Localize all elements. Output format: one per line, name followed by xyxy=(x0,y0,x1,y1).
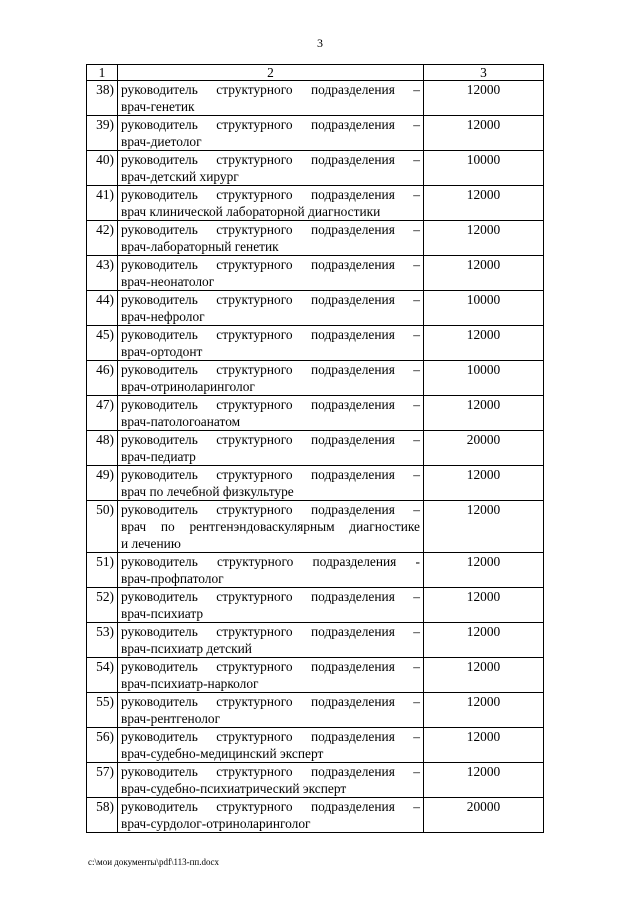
position-title-line: и лечению xyxy=(121,536,181,551)
table-row xyxy=(87,396,544,431)
row-number: 51) xyxy=(87,553,118,588)
table-row xyxy=(87,186,544,221)
position-title-line: руководитель структурного подразделения – xyxy=(121,187,420,202)
table-row xyxy=(87,501,544,553)
position-title xyxy=(118,431,424,466)
position-title-line: врач клинической лабораторной диагностики xyxy=(121,204,381,219)
table-row xyxy=(87,361,544,396)
position-title xyxy=(118,151,424,186)
row-number: 57) xyxy=(87,763,118,798)
row-number: 50) xyxy=(87,501,118,553)
row-number: 41) xyxy=(87,186,118,221)
row-number: 53) xyxy=(87,623,118,658)
position-title xyxy=(118,221,424,256)
amount-value: 12000 xyxy=(424,623,544,658)
position-title-line: руководитель структурного подразделения - xyxy=(121,554,420,569)
column-header-3: 3 xyxy=(424,65,544,81)
row-number: 58) xyxy=(87,798,118,833)
table-row xyxy=(87,798,544,833)
position-title-line: врач-психиатр детский xyxy=(121,641,252,656)
amount-value: 10000 xyxy=(424,291,544,326)
table-row xyxy=(87,728,544,763)
table-row xyxy=(87,466,544,501)
amount-value: 12000 xyxy=(424,81,544,116)
amount-value: 12000 xyxy=(424,256,544,291)
column-header-2: 2 xyxy=(118,65,424,81)
position-title-line: руководитель структурного подразделения – xyxy=(121,257,420,272)
table-row xyxy=(87,256,544,291)
position-title-line: врач по рентгенэндоваскулярным диагностике xyxy=(121,519,420,534)
position-title xyxy=(118,588,424,623)
row-number: 52) xyxy=(87,588,118,623)
row-number: 43) xyxy=(87,256,118,291)
position-title-line: руководитель структурного подразделения – xyxy=(121,362,420,377)
position-title-line: врач-отриноларинголог xyxy=(121,379,255,394)
row-number: 38) xyxy=(87,81,118,116)
row-number: 47) xyxy=(87,396,118,431)
amount-value: 20000 xyxy=(424,431,544,466)
position-title-line: врач-судебно-медицинский эксперт xyxy=(121,746,324,761)
position-title-line: врач-диетолог xyxy=(121,134,202,149)
position-title-line: врач-психиатр xyxy=(121,606,204,621)
footer-file-path: c:\мои документы\pdf\113-пп.docx xyxy=(88,857,219,867)
amount-value: 12000 xyxy=(424,588,544,623)
position-title-line: руководитель структурного подразделения – xyxy=(121,799,420,814)
row-number: 54) xyxy=(87,658,118,693)
table-row xyxy=(87,431,544,466)
position-title-line: врач-сурдолог-отриноларинголог xyxy=(121,816,311,831)
position-title-line: врач-неонатолог xyxy=(121,274,215,289)
column-header-1: 1 xyxy=(87,65,118,81)
amount-value: 12000 xyxy=(424,116,544,151)
position-title xyxy=(118,466,424,501)
amount-value: 10000 xyxy=(424,151,544,186)
amount-value: 12000 xyxy=(424,326,544,361)
position-title-line: врач-рентгенолог xyxy=(121,711,221,726)
table-row xyxy=(87,763,544,798)
position-title-line: руководитель структурного подразделения – xyxy=(121,222,420,237)
amount-value: 12000 xyxy=(424,501,544,553)
position-title xyxy=(118,326,424,361)
position-title xyxy=(118,396,424,431)
table-row xyxy=(87,151,544,186)
position-title xyxy=(118,256,424,291)
table-row xyxy=(87,658,544,693)
amount-value: 12000 xyxy=(424,466,544,501)
position-title-line: руководитель структурного подразделения – xyxy=(121,729,420,744)
amount-value: 12000 xyxy=(424,553,544,588)
position-title-line: руководитель структурного подразделения – xyxy=(121,659,420,674)
position-title xyxy=(118,553,424,588)
position-title-line: руководитель структурного подразделения – xyxy=(121,397,420,412)
amount-value: 12000 xyxy=(424,693,544,728)
table-header-row xyxy=(87,65,544,81)
amount-value: 12000 xyxy=(424,763,544,798)
position-title xyxy=(118,81,424,116)
row-number: 49) xyxy=(87,466,118,501)
position-title-line: руководитель структурного подразделения – xyxy=(121,624,420,639)
position-title xyxy=(118,728,424,763)
position-title-line: руководитель структурного подразделения – xyxy=(121,152,420,167)
position-title-line: врач-генетик xyxy=(121,99,195,114)
amount-value: 12000 xyxy=(424,186,544,221)
row-number: 46) xyxy=(87,361,118,396)
amount-value: 12000 xyxy=(424,396,544,431)
position-title-line: руководитель структурного подразделения – xyxy=(121,327,420,342)
position-title xyxy=(118,116,424,151)
position-title-line: руководитель структурного подразделения – xyxy=(121,117,420,132)
position-title-line: врач-лабораторный генетик xyxy=(121,239,279,254)
position-title xyxy=(118,361,424,396)
table-body xyxy=(87,81,544,833)
position-title-line: врач-ортодонт xyxy=(121,344,203,359)
position-title-line: врач-патологоанатом xyxy=(121,414,241,429)
row-number: 56) xyxy=(87,728,118,763)
table-row xyxy=(87,693,544,728)
position-title xyxy=(118,658,424,693)
page-number: 3 xyxy=(317,36,323,50)
table-row xyxy=(87,588,544,623)
row-number: 48) xyxy=(87,431,118,466)
position-title-line: врач-нефролог xyxy=(121,309,205,324)
position-title xyxy=(118,763,424,798)
tariff-table xyxy=(86,64,544,833)
table-row xyxy=(87,553,544,588)
row-number: 40) xyxy=(87,151,118,186)
row-number: 44) xyxy=(87,291,118,326)
table-row xyxy=(87,81,544,116)
row-number: 45) xyxy=(87,326,118,361)
row-number: 42) xyxy=(87,221,118,256)
position-title-line: руководитель структурного подразделения – xyxy=(121,467,420,482)
position-title xyxy=(118,623,424,658)
row-number: 39) xyxy=(87,116,118,151)
row-number: 55) xyxy=(87,693,118,728)
position-title-line: руководитель структурного подразделения – xyxy=(121,82,420,97)
amount-value: 12000 xyxy=(424,658,544,693)
position-title-line: руководитель структурного подразделения – xyxy=(121,502,420,517)
position-title-line: руководитель структурного подразделения – xyxy=(121,432,420,447)
position-title-line: врач-детский хирург xyxy=(121,169,239,184)
amount-value: 12000 xyxy=(424,221,544,256)
position-title-line: руководитель структурного подразделения – xyxy=(121,589,420,604)
position-title xyxy=(118,693,424,728)
amount-value: 20000 xyxy=(424,798,544,833)
position-title-line: врач по лечебной физкультуре xyxy=(121,484,294,499)
position-title-line: врач-профпатолог xyxy=(121,571,224,586)
table-row xyxy=(87,623,544,658)
table-row xyxy=(87,116,544,151)
table-row xyxy=(87,291,544,326)
amount-value: 10000 xyxy=(424,361,544,396)
position-title xyxy=(118,291,424,326)
position-title xyxy=(118,798,424,833)
position-title-line: руководитель структурного подразделения – xyxy=(121,292,420,307)
position-title-line: врач-психиатр-нарколог xyxy=(121,676,259,691)
position-title xyxy=(118,501,424,553)
position-title-line: врач-педиатр xyxy=(121,449,196,464)
position-title-line: руководитель структурного подразделения – xyxy=(121,694,420,709)
table-row xyxy=(87,221,544,256)
position-title-line: врач-судебно-психиатрический эксперт xyxy=(121,781,347,796)
amount-value: 12000 xyxy=(424,728,544,763)
table-row xyxy=(87,326,544,361)
position-title xyxy=(118,186,424,221)
position-title-line: руководитель структурного подразделения – xyxy=(121,764,420,779)
